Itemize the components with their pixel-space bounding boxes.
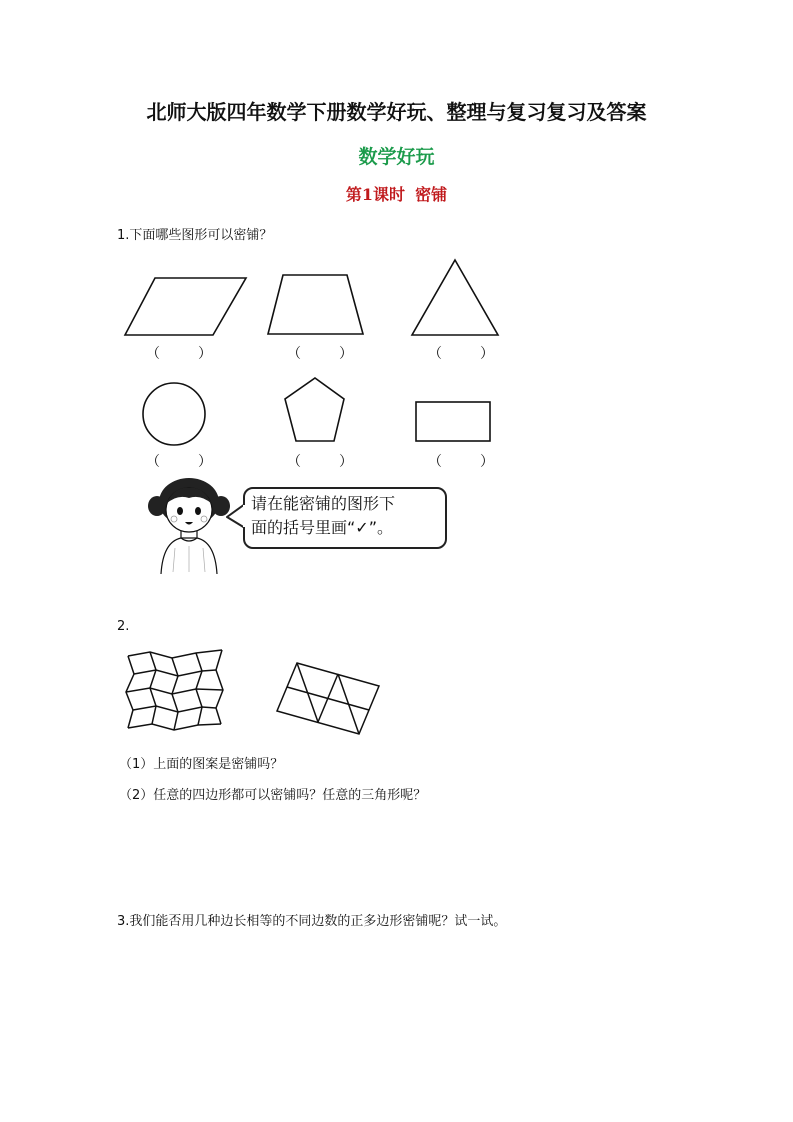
paren-left: （ xyxy=(287,346,301,362)
question-2-sub-1: （1）上面的图案是密铺吗？ xyxy=(119,757,284,772)
lesson-heading xyxy=(0,182,793,205)
answer-paren-triangle[interactable] xyxy=(421,343,501,363)
page-title: 北师大版四年数学下册数学好玩、整理与复习复习及答案 xyxy=(146,100,647,124)
shape-circle xyxy=(140,380,210,450)
bubble-line-1: 请在能密铺的图形下 xyxy=(251,494,396,513)
paren-right: ） xyxy=(480,346,494,362)
bubble-tail-cover xyxy=(243,505,251,529)
question-1-prompt: 1.下面哪些图形可以密铺？ xyxy=(117,228,273,243)
lesson-number: 第1课时 xyxy=(345,185,406,204)
paren-right: ） xyxy=(339,346,353,362)
paren-left: （ xyxy=(146,346,160,362)
answer-paren-parallelogram[interactable] xyxy=(139,343,219,363)
paren-right: ） xyxy=(480,454,494,470)
lesson-name: 密铺 xyxy=(415,185,448,204)
section-subtitle: 数学好玩 xyxy=(358,146,435,168)
paren-left: （ xyxy=(146,454,160,470)
question-3-prompt: 3.我们能否用几种边长相等的不同边数的正多边形密铺呢？试一试。 xyxy=(117,914,507,929)
bubble-line-2: 面的括号里画“✓”。 xyxy=(251,518,393,537)
shape-trapezoid xyxy=(265,272,375,352)
paren-left: （ xyxy=(428,454,442,470)
paren-left: （ xyxy=(287,454,301,470)
shape-pentagon xyxy=(282,375,357,445)
paren-right: ） xyxy=(198,454,212,470)
shape-rectangle xyxy=(414,400,494,445)
speech-bubble-text xyxy=(251,492,447,540)
tessellation-quadrilaterals xyxy=(120,646,230,736)
paren-left: （ xyxy=(428,346,442,362)
answer-paren-circle[interactable] xyxy=(139,451,219,471)
question-2-sub-2: （2）任意的四边形都可以密铺吗？任意的三角形呢？ xyxy=(119,788,427,803)
shape-triangle xyxy=(409,257,509,347)
answer-paren-rectangle[interactable] xyxy=(421,451,501,471)
answer-paren-pentagon[interactable] xyxy=(280,451,360,471)
question-2-number: 2. xyxy=(117,619,130,634)
answer-paren-trapezoid[interactable] xyxy=(280,343,360,363)
paren-right: ） xyxy=(198,346,212,362)
tessellation-triangles xyxy=(275,660,385,740)
paren-right: ） xyxy=(339,454,353,470)
